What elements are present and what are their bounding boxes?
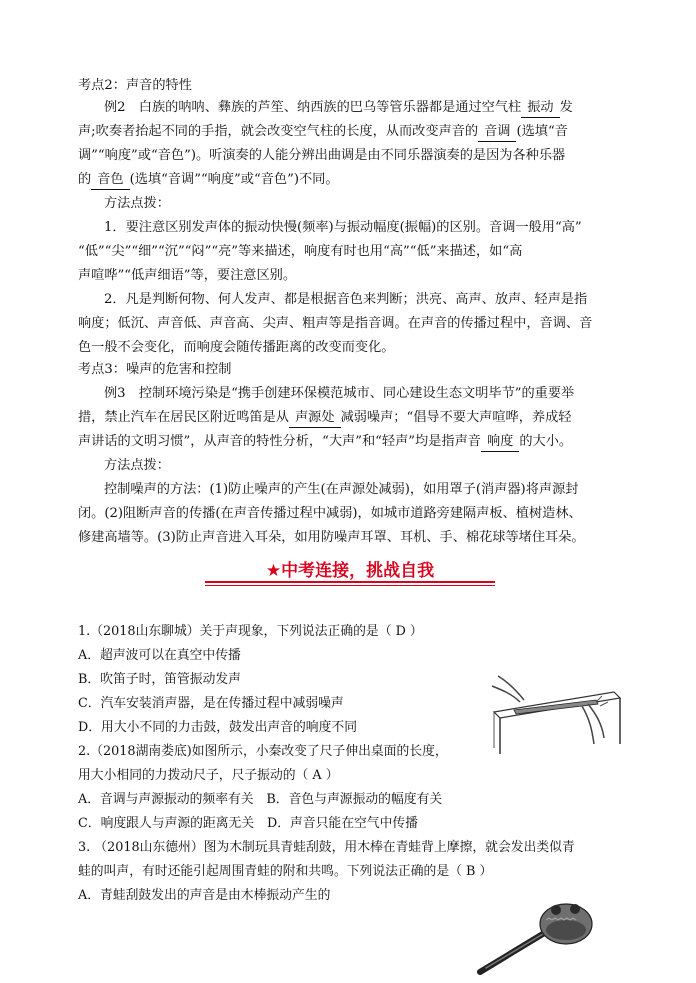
question-2-options-ab: A．音调与声源振动的频率有关 B．音色与声源振动的幅度有关 — [78, 792, 443, 807]
question-2-line-1: 2.（2018湖南娄底)如图所示，小秦改变了尺子伸出桌面的长度， — [78, 744, 448, 759]
tip-1-line-3: 声喧哗”“低声细语”等，要注意区别。 — [78, 268, 297, 283]
question-1: 1.（2018山东聊城）关于声现象，下列说法正确的是（ D ） — [78, 624, 423, 639]
question-3-line-1: 3. （2018山东德州）图为木制玩具青蛙刮鼓，用木棒在青蛙背上摩擦，就会发出类似青 — [78, 840, 575, 855]
example-2-line-3: 调”“响度”或“音色”)。听演奏的人能分辨出曲调是由不同乐器演奏的是因为各种乐器 — [78, 148, 566, 163]
answer-blank: 音调 — [478, 123, 516, 142]
section-banner — [205, 548, 495, 588]
noise-tip-line-3: 修建高墙等。(3)防止声音进入耳朵，如用防噪声耳罩、耳机、手、棉花球等堵住耳朵。 — [78, 530, 585, 545]
banner-underline — [205, 581, 495, 583]
tip-2-line-2: 响度；低沉、声音低、声音高、尖声、粗声等是指音调。在声音的传播过程中，音调、音 — [78, 316, 593, 331]
answer-blank: 响度 — [481, 433, 519, 452]
question-3-line-2: 蛙的叫声，有时还能引起周围青蛙的附和共鸣。下列说法正确的是（ B ） — [78, 864, 493, 879]
example-3-line-3: 声讲话的文明习惯”，从声音的特性分析，“大声”和“轻声”均是指声音 响度 的大小。 — [78, 430, 623, 454]
example-3-line-1: 例3 控制环境污染是“携手创建环保模范城市、同心建设生态文明毕节”的重要举 — [104, 386, 575, 401]
answer-blank: 振动 — [521, 99, 559, 118]
question-1-option-a: A．超声波可以在真空中传播 — [78, 648, 241, 663]
example-2-line-4: 的 音色 (选填“音调”“响度”或“音色”)不同。 — [78, 168, 623, 192]
tip-1-line-2: “低”“尖”“细”“沉”“闷”“亮”等来描述，响度有时也用“高”“低”来描述，如“高 — [78, 244, 523, 259]
banner-underline — [205, 585, 495, 586]
tips-label: 方法点拨： — [104, 196, 170, 211]
tip-2-line-3: 色一般不会变化，而响度会随传播距离的改变而变化。 — [78, 340, 395, 355]
section-heading-2: 考点2：声音的特性 — [78, 78, 192, 93]
question-1-option-b: B．吹笛子时，笛管振动发声 — [78, 672, 241, 687]
example-3-line-2: 措，禁止汽车在居民区附近鸣笛是从 声源处 减弱噪声；“倡导不要大声喧哗，养成轻 — [78, 406, 623, 430]
tips-label: 方法点拨： — [104, 458, 170, 473]
example-2-line-2: 声;吹奏者抬起不同的手指，就会改变空气柱的长度，从而改变声音的 音调 (选填“音 — [78, 120, 623, 144]
ruler-on-table-illustration — [484, 664, 624, 756]
tip-1-line-1: 1．要注意区别发声体的振动快慢(频率)与振动幅度(振幅)的区别。音调一般用“高” — [104, 220, 582, 235]
noise-tip-line-1: 控制噪声的方法：(1)防止噪声的产生(在声源处减弱)，如用罩子(消声器)将声源封 — [104, 482, 579, 497]
tip-2-line-1: 2．凡是判断何物、何人发声、都是根据音色来判断；洪亮、高声、放声、轻声是指 — [104, 292, 588, 307]
noise-tip-line-2: 闭。(2)阻断声音的传播(在声音传播过程中减弱)，如城市道路旁建隔声板、植树造林、 — [78, 506, 582, 521]
banner-title: ★中考连接，挑战自我 — [265, 561, 435, 581]
answer-blank: 声源处 — [289, 409, 341, 428]
question-1-option-c: C．汽车安装消声器，是在传播过程中减弱噪声 — [78, 696, 344, 711]
example-2-line-1: 例2 白族的呐呐、彝族的芦笙、纳西族的巴乌等管乐器都是通过空气柱 振动 发 — [78, 96, 649, 120]
question-1-option-d: D．用大小不同的力击鼓，鼓发出声音的响度不同 — [78, 720, 357, 735]
question-2-options-cd: C．响度跟人与声源的距离无关 D．声音只能在空气中传播 — [78, 816, 418, 831]
question-3-option-a: A．青蛙刮鼓发出的声音是由木棒振动产生的 — [78, 888, 331, 903]
wooden-frog-illustration — [476, 896, 596, 978]
section-heading-3: 考点3：噪声的危害和控制 — [78, 362, 232, 377]
question-2-line-2: 用大小相同的力拨动尺子，尺子振动的（ A ） — [78, 768, 339, 783]
answer-blank: 音色 — [91, 171, 129, 190]
